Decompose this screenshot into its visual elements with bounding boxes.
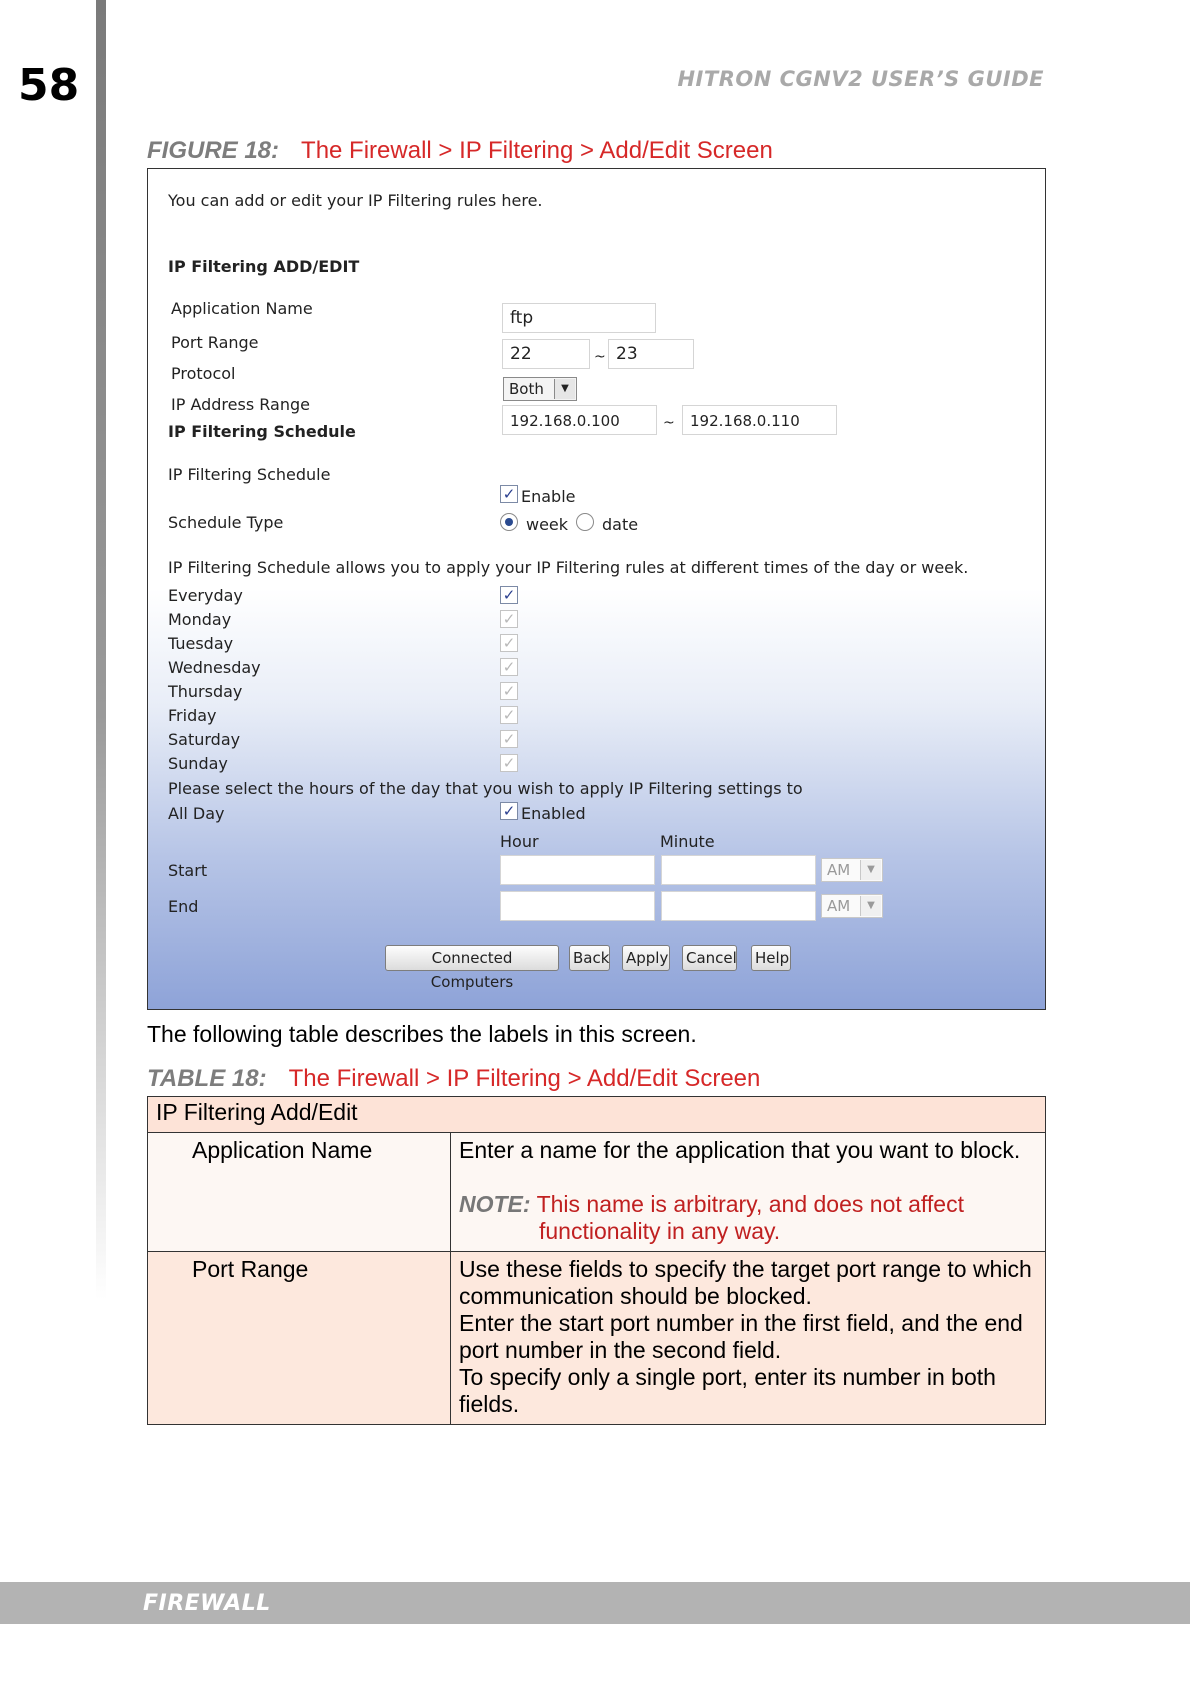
application-name-input[interactable]: ftp bbox=[502, 303, 656, 333]
day-label-tuesday: Tuesday bbox=[168, 634, 234, 653]
start-ampm-value: AM bbox=[827, 861, 851, 879]
port-range-desc-2: Enter the start port number in the first field, and the end port number in the second field. bbox=[459, 1310, 1023, 1363]
note-line-2: functionality in any way. bbox=[539, 1218, 781, 1244]
day-label-thursday: Thursday bbox=[168, 682, 243, 701]
end-ampm-value: AM bbox=[827, 897, 851, 915]
screen-intro: You can add or edit your IP Filtering rules here. bbox=[168, 191, 543, 210]
table-caption bbox=[147, 1065, 760, 1093]
all-day-checkbox[interactable]: ✓ bbox=[500, 802, 518, 820]
start-label: Start bbox=[168, 861, 208, 880]
protocol-select[interactable] bbox=[503, 377, 577, 401]
port-tilde: ~ bbox=[594, 349, 606, 365]
day-checkbox-monday[interactable]: ✓ bbox=[500, 610, 518, 628]
table-row bbox=[148, 1133, 1046, 1252]
table-tag: TABLE 18: bbox=[147, 1065, 267, 1092]
chevron-down-icon: ▼ bbox=[860, 896, 881, 916]
schedule-enable-checkbox[interactable]: ✓ bbox=[500, 485, 518, 503]
all-day-label: All Day bbox=[168, 804, 225, 823]
connected-computers-button[interactable]: Connected Computers bbox=[385, 945, 559, 971]
start-minute-input[interactable] bbox=[661, 855, 816, 885]
day-checkbox-saturday[interactable]: ✓ bbox=[500, 730, 518, 748]
all-day-enabled-label: Enabled bbox=[521, 804, 586, 823]
row-desc-application-name bbox=[451, 1133, 1046, 1252]
row-desc-port-range bbox=[451, 1252, 1046, 1425]
table-intro: The following table describes the labels in this screen. bbox=[147, 1021, 697, 1047]
schedule-section-title: IP Filtering Schedule bbox=[168, 422, 356, 441]
start-hour-input[interactable] bbox=[500, 855, 655, 885]
day-checkbox-everyday[interactable]: ✓ bbox=[500, 586, 518, 604]
ip-address-range-label: IP Address Range bbox=[171, 395, 310, 414]
day-checkbox-friday[interactable]: ✓ bbox=[500, 706, 518, 724]
end-label: End bbox=[168, 897, 199, 916]
start-ampm-select[interactable] bbox=[821, 858, 883, 882]
apply-button[interactable]: Apply bbox=[622, 945, 670, 971]
ip-tilde: ~ bbox=[663, 415, 675, 431]
schedule-enable-label: Enable bbox=[521, 487, 576, 506]
labels-table bbox=[147, 1096, 1046, 1425]
schedule-type-date-radio[interactable] bbox=[576, 513, 594, 531]
running-head: HITRON CGNV2 USER’S GUIDE bbox=[677, 67, 1044, 91]
day-label-wednesday: Wednesday bbox=[168, 658, 261, 677]
protocol-label: Protocol bbox=[171, 364, 236, 383]
margin-bar bbox=[96, 0, 106, 1300]
schedule-type-date-label: date bbox=[602, 515, 639, 534]
day-checkbox-tuesday[interactable]: ✓ bbox=[500, 634, 518, 652]
schedule-note: IP Filtering Schedule allows you to apply your IP Filtering rules at different times of the day or week. bbox=[168, 558, 969, 577]
application-name-label: Application Name bbox=[171, 299, 313, 318]
day-checkbox-thursday[interactable]: ✓ bbox=[500, 682, 518, 700]
table-title: The Firewall > IP Filtering > Add/Edit Screen bbox=[288, 1065, 761, 1092]
hour-column-label: Hour bbox=[500, 832, 539, 851]
ip-end-input[interactable]: 192.168.0.110 bbox=[682, 405, 837, 435]
figure-title: The Firewall > IP Filtering > Add/Edit Screen bbox=[301, 137, 773, 164]
port-range-label: Port Range bbox=[171, 333, 259, 352]
figure-tag: FIGURE 18: bbox=[147, 137, 280, 164]
figure-caption bbox=[147, 137, 773, 165]
note-line-1: This name is arbitrary, and does not affect bbox=[536, 1191, 964, 1217]
row-label-port-range: Port Range bbox=[148, 1252, 451, 1425]
day-label-sunday: Sunday bbox=[168, 754, 228, 773]
end-hour-input[interactable] bbox=[500, 891, 655, 921]
ip-start-input[interactable]: 192.168.0.100 bbox=[502, 405, 657, 435]
note bbox=[459, 1191, 1037, 1245]
chevron-down-icon: ▼ bbox=[860, 860, 881, 880]
page-number: 58 bbox=[18, 60, 80, 111]
note-tag: NOTE: bbox=[459, 1191, 531, 1217]
port-range-desc-3: To specify only a single port, enter its number in both fields. bbox=[459, 1364, 996, 1417]
footer-label: FIREWALL bbox=[143, 1591, 271, 1616]
minute-column-label: Minute bbox=[660, 832, 715, 851]
day-checkbox-sunday[interactable]: ✓ bbox=[500, 754, 518, 772]
hours-note: Please select the hours of the day that you wish to apply IP Filtering settings to bbox=[168, 779, 803, 798]
port-start-input[interactable]: 22 bbox=[502, 339, 590, 369]
schedule-type-week-radio[interactable] bbox=[500, 513, 518, 531]
day-label-monday: Monday bbox=[168, 610, 232, 629]
protocol-value: Both bbox=[509, 380, 544, 398]
day-checkbox-wednesday[interactable]: ✓ bbox=[500, 658, 518, 676]
back-button[interactable]: Back bbox=[569, 945, 610, 971]
ip-filtering-schedule-label: IP Filtering Schedule bbox=[168, 465, 331, 484]
screenshot-ip-filtering-add-edit bbox=[147, 168, 1046, 1010]
end-minute-input[interactable] bbox=[661, 891, 816, 921]
table-header: IP Filtering Add/Edit bbox=[148, 1097, 1046, 1133]
chevron-down-icon: ▼ bbox=[554, 379, 575, 399]
day-label-everyday: Everyday bbox=[168, 586, 243, 605]
schedule-type-week-label: week bbox=[526, 515, 569, 534]
day-label-saturday: Saturday bbox=[168, 730, 241, 749]
row-label-application-name: Application Name bbox=[148, 1133, 451, 1252]
port-end-input[interactable]: 23 bbox=[608, 339, 694, 369]
application-name-desc: Enter a name for the application that you want to block. bbox=[459, 1137, 1021, 1163]
help-button[interactable]: Help bbox=[751, 945, 791, 971]
cancel-button[interactable]: Cancel bbox=[682, 945, 737, 971]
day-label-friday: Friday bbox=[168, 706, 217, 725]
schedule-type-label: Schedule Type bbox=[168, 513, 284, 532]
end-ampm-select[interactable] bbox=[821, 894, 883, 918]
port-range-desc-1: Use these fields to specify the target port range to which communication should be blocked. bbox=[459, 1256, 1032, 1309]
section-title: IP Filtering ADD/EDIT bbox=[168, 257, 360, 276]
table-row bbox=[148, 1252, 1046, 1425]
